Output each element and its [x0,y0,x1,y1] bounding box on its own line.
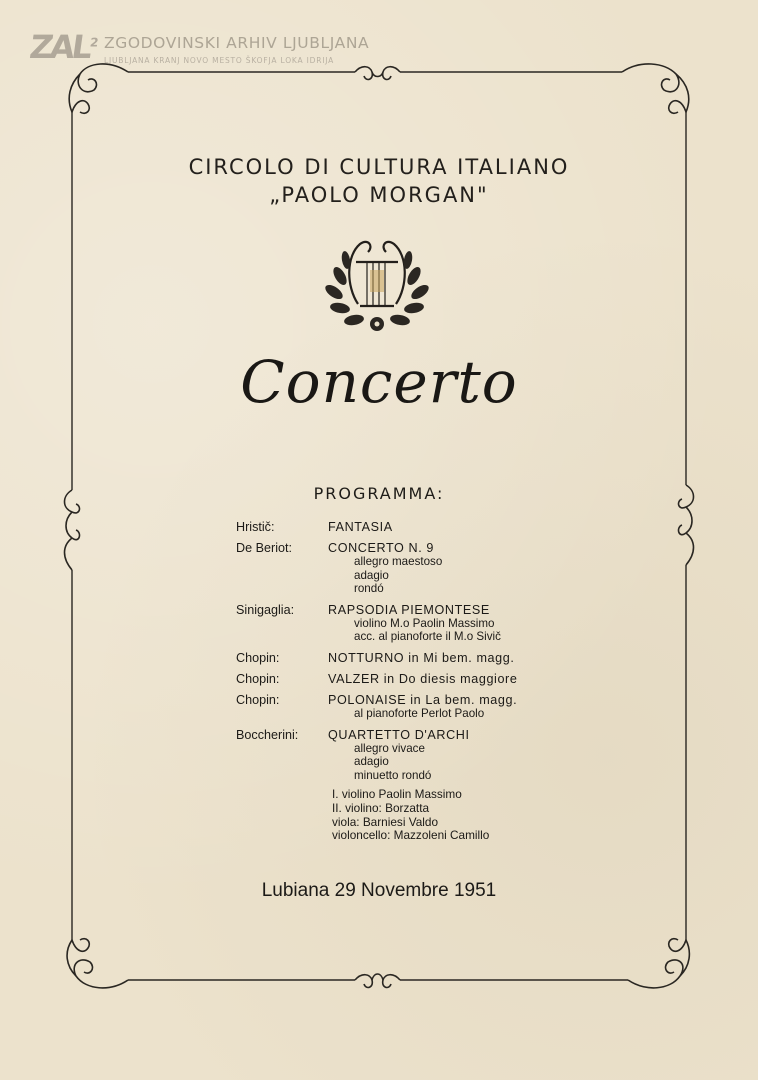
composer-name: Sinigaglia: [236,602,295,617]
work-detail: allegro vivace [354,741,425,755]
performer-line: II. violino: Borzatta [332,800,430,815]
program-item [236,672,656,686]
composer-name: Chopin: [236,650,280,665]
performer-line: I. violino Paolin Massimo [332,787,462,802]
composer-name: Hristič: [236,520,275,534]
corner-flourish-top-left [69,64,128,113]
program-heading: PROGRAMMA: [313,484,445,503]
program-item [236,541,656,596]
composer-name: Boccherini: [236,727,299,742]
work-title: RAPSODIA PIEMONTESE [328,602,490,617]
program-item [236,520,656,534]
organization-subname: „PAOLO MORGAN" [269,183,489,207]
composer-name: Chopin: [236,692,280,707]
performer-line: viola: Barniesi Valdo [332,814,439,829]
work-detail: adagio [354,568,389,582]
program-item [236,603,656,644]
composer-name: Chopin: [236,671,280,686]
corner-flourish-top-right [622,64,689,113]
place-and-date: Lubiana 29 Novembre 1951 [261,880,497,901]
work-title: NOTTURNO in Mi bem. magg. [328,650,515,665]
concert-title: Concerto [240,348,518,416]
work-title: FANTASIA [328,520,393,534]
corner-flourish-bottom-right [628,939,689,988]
work-detail: acc. al pianoforte il M.o Sivič [354,630,501,644]
work-detail: violino M.o Paolin Massimo [354,616,495,630]
work-title: POLONAISE in La bem. magg. [328,692,518,707]
bottom-center-ornament [355,974,400,987]
performer-line: violoncello: Mazzoleni Camillo [332,828,490,843]
corner-flourish-bottom-left [67,939,128,988]
archive-locations: LJUBLJANA KRANJ NOVO MESTO ŠKOFJA LOKA IDRIJA [104,56,335,65]
program-item [236,693,656,721]
work-detail: allegro maestoso [354,555,443,568]
work-detail: al pianoforte Perlot Paolo [354,706,485,720]
work-title: CONCERTO N. 9 [328,541,435,555]
work-detail: minuetto rondó [354,768,432,782]
organization-name: CIRCOLO DI CULTURA ITALIANO [188,155,570,179]
program-list [236,520,656,850]
program-item [236,728,656,843]
work-title: QUARTETTO D'ARCHI [328,727,470,742]
work-detail: adagio [354,755,389,769]
program-item [236,651,656,665]
archive-name: ZGODOVINSKI ARHIV LJUBLJANA [104,34,370,52]
top-center-ornament [355,67,400,80]
work-detail: rondó [354,582,384,596]
lyre-laurel-emblem [318,226,436,336]
archive-logo: ZAL$^2$ [27,28,100,66]
work-title: VALZER in Do diesis maggiore [328,671,518,686]
composer-name: De Beriot: [236,541,292,555]
